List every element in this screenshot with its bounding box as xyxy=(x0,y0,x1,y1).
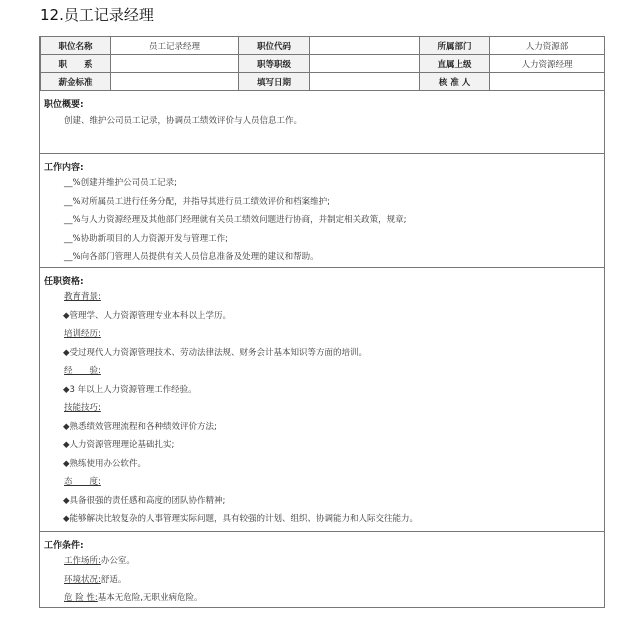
attitude-item: ◆具备很强的责任感和高度的团队协作精神; xyxy=(63,495,226,506)
experience-title: 经 验: xyxy=(64,366,101,376)
training-text: ◆受过现代人力资源管理技术、劳动法律法规、财务会计基本知识等方面的培训。 xyxy=(63,347,368,358)
job-description-form xyxy=(39,36,605,608)
work-title: 工作内容: xyxy=(44,163,84,173)
department-label: 所属部门 xyxy=(420,37,490,55)
fill-date-label: 填写日期 xyxy=(239,73,310,91)
overview-section xyxy=(40,91,604,154)
skills-title: 技能技巧: xyxy=(64,403,101,413)
workplace-label: 工作场所: xyxy=(64,556,101,566)
environment-line xyxy=(40,571,604,590)
header-table xyxy=(40,36,605,91)
education-title: 教育背景: xyxy=(64,292,101,302)
skills-item: ◆人力资源管理理论基础扎实; xyxy=(63,440,175,450)
workplace-value: 办公室。 xyxy=(100,556,135,566)
supervisor-label: 直属上级 xyxy=(420,55,490,73)
approver-label: 核 准 人 xyxy=(420,73,490,91)
overview-text: 创建、维护公司员工记录，协调员工绩效评价与人员信息工作。 xyxy=(64,116,303,126)
experience-text: ◆3 年以上人力资源管理工作经验。 xyxy=(63,384,197,395)
danger-value: 基本无危险,无职业病危险。 xyxy=(97,593,203,603)
grade-level-label: 职等职级 xyxy=(239,55,310,73)
work-item: __%对所属员工进行任务分配，并指导其进行员工绩效评价和档案维护; xyxy=(64,196,330,207)
conditions-title: 工作条件: xyxy=(44,541,84,551)
skills-item: ◆熟练使用办公软件。 xyxy=(63,458,147,469)
approver-value xyxy=(490,73,605,91)
danger-line xyxy=(40,589,604,608)
skills-item: ◆熟悉绩效管理流程和各种绩效评价方法; xyxy=(63,421,217,432)
job-series-label: 职 系 xyxy=(41,55,111,73)
position-code-label: 职位代码 xyxy=(239,37,310,55)
overview-title: 职位概要: xyxy=(44,100,84,110)
environment-value: 舒适。 xyxy=(100,574,127,585)
header-row xyxy=(41,55,605,73)
position-name-value: 员工记录经理 xyxy=(111,37,239,55)
position-name-label: 职位名称 xyxy=(41,37,111,55)
danger-label: 危 险 性: xyxy=(64,593,98,603)
training-title: 培训经历: xyxy=(64,329,101,339)
grade-level-value xyxy=(310,55,420,73)
work-section xyxy=(40,154,604,268)
page-title: 12.员工记录经理 xyxy=(40,6,154,24)
work-item: __%与人力资源经理及其他部门经理就有关员工绩效问题进行协商，并制定相关政策，规章; xyxy=(64,215,407,225)
conditions-section xyxy=(40,532,604,608)
work-item: __%协助新项目的人力资源开发与管理工作; xyxy=(64,233,228,244)
job-series-value xyxy=(111,55,239,73)
header-row xyxy=(41,37,605,55)
work-item: __%向各部门管理人员提供有关人员信息准备及处理的建议和帮助。 xyxy=(64,252,319,262)
position-code-value xyxy=(310,37,420,55)
work-item: __%创建并维护公司员工记录; xyxy=(64,178,177,188)
salary-label: 薪金标准 xyxy=(41,73,111,91)
header-row xyxy=(41,73,605,91)
supervisor-value: 人力资源经理 xyxy=(490,55,605,73)
department-value: 人力资源部 xyxy=(490,37,605,55)
fill-date-value xyxy=(310,73,420,91)
qualification-title: 任职资格: xyxy=(44,277,84,287)
workplace-line xyxy=(40,552,604,571)
qualification-section xyxy=(40,268,604,532)
attitude-item: ◆能够解决比较复杂的人事管理实际问题，具有较强的计划、组织、协调能力和人际交往能力。 xyxy=(63,514,419,524)
environment-label: 环境状况: xyxy=(64,574,101,585)
salary-value xyxy=(111,73,239,91)
education-text: ◆管理学、人力资源管理专业本科以上学历。 xyxy=(63,310,232,321)
attitude-title: 态 度: xyxy=(64,477,101,487)
